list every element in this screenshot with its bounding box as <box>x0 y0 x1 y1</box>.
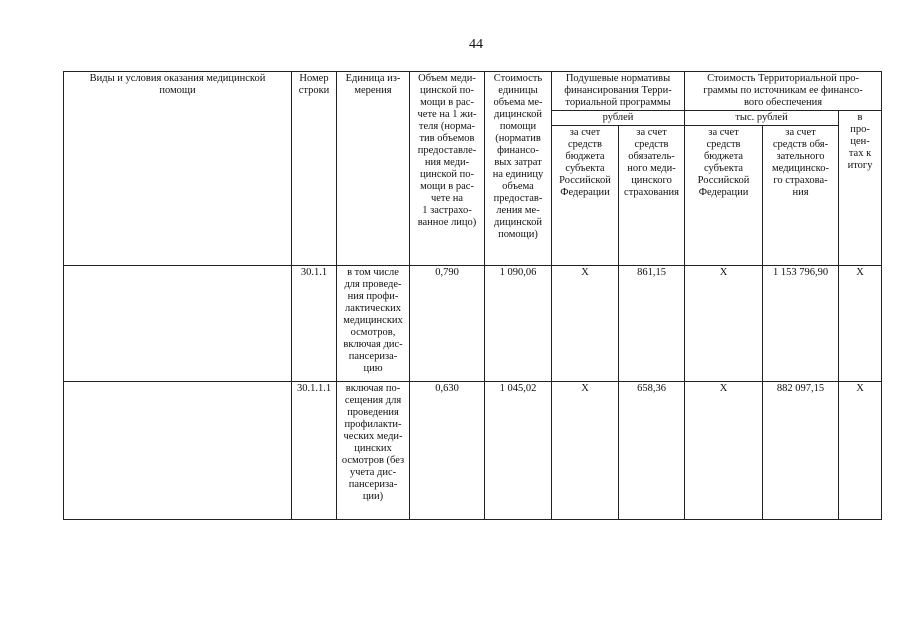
header-program-cost-group: Стоимость Территориальной про- граммы по источникам ее финансо- вого обеспечения <box>685 72 882 111</box>
header-unit-rubles: рублей <box>552 111 685 126</box>
cell-unit: включая по- сещения для проведения профилакти- ческих меди- цинских осмотров (без учета дис- пансериза- ции) <box>337 382 410 520</box>
cell-tp-percent: Х <box>839 266 882 382</box>
header-unit: Единица из- мерения <box>337 72 410 266</box>
cell-unit-cost: 1 045,02 <box>485 382 552 520</box>
cell-kind <box>64 266 292 382</box>
header-tp-oms: за счет средств обя- зательного медицинско- го страхова- ния <box>763 126 839 266</box>
header-pc-budget: за счет средств бюджета субъекта Российской Федерации <box>552 126 619 266</box>
territorial-program-table <box>63 71 882 520</box>
header-per-capita-group: Подушевые нормативы финансирования Терри- ториальной программы <box>552 72 685 111</box>
cell-pc-oms: 861,15 <box>619 266 685 382</box>
header-tp-budget: за счет средств бюджета субъекта Российской Федерации <box>685 126 763 266</box>
cell-unit: в том числе для проведе- ния профи- лактических медицинских осмотров, включая дис- пансериза- цию <box>337 266 410 382</box>
header-volume: Объем меди- цинской по- мощи в рас- чете на 1 жи- теля (норма- тив объемов предоставле- ния меди- цинской по- мощи в рас- чете на 1 застрахо- ванное лицо) <box>410 72 485 266</box>
header-unit-cost: Стоимость единицы объема ме- дицинской помощи (норматив финансо- вых затрат на единицу объема предостав- ления ме- дицинской помощи) <box>485 72 552 266</box>
page-number: 44 <box>469 37 483 52</box>
header-unit-thousand-rubles: тыс. рублей <box>685 111 839 126</box>
cell-tp-oms: 1 153 796,90 <box>763 266 839 382</box>
cell-pc-budget: Х <box>552 266 619 382</box>
cell-pc-oms: 658,36 <box>619 382 685 520</box>
cell-volume: 0,790 <box>410 266 485 382</box>
header-pc-oms: за счет средств обязатель- ного меди- цинского страхования <box>619 126 685 266</box>
cell-tp-percent: Х <box>839 382 882 520</box>
table-row <box>64 266 882 382</box>
table-row <box>64 382 882 520</box>
cell-tp-budget: Х <box>685 266 763 382</box>
cell-volume: 0,630 <box>410 382 485 520</box>
header-kind: Виды и условия оказания медицинской помощи <box>64 72 292 266</box>
cell-row-number: 30.1.1 <box>292 266 337 382</box>
header-row-number: Номер строки <box>292 72 337 266</box>
header-percent-of-total: в про- цен- тах к итогу <box>839 111 882 266</box>
cell-kind <box>64 382 292 520</box>
header-row-top <box>64 72 882 111</box>
cell-unit-cost: 1 090,06 <box>485 266 552 382</box>
cell-tp-oms: 882 097,15 <box>763 382 839 520</box>
cell-pc-budget: Х <box>552 382 619 520</box>
cell-row-number: 30.1.1.1 <box>292 382 337 520</box>
cell-tp-budget: Х <box>685 382 763 520</box>
